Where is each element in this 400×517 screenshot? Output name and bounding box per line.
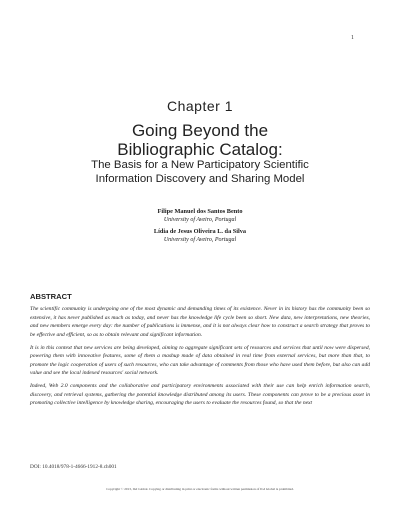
author-block xyxy=(0,228,400,244)
chapter-title-line-1: Going Beyond the xyxy=(131,121,269,140)
chapter-subtitle xyxy=(0,158,400,186)
author-affiliation: University of Aveiro, Portugal xyxy=(163,217,237,223)
doi: DOI: 10.4018/978-1-4666-1912-8.ch001 xyxy=(30,464,117,470)
author-name: Lídia de Jesus Oliveira L. da Silva xyxy=(153,228,247,235)
abstract-heading: ABSTRACT xyxy=(30,292,72,301)
abstract-paragraph: It is in this context that new services are being developed, aiming to aggregate significant sets of resources and services that until now were dispersed, powering them with innovative features, some of them a mashup made of data obtained in real time from external services, but more than that, to promote the logic cooperation of users of such resources, who can take advantage of comments from those who have used them before, but also can add value and see the local indexed resources' social network. xyxy=(30,344,370,377)
abstract-body xyxy=(30,305,370,412)
chapter-subtitle-line-2: Information Discovery and Sharing Model xyxy=(95,173,305,185)
chapter-subtitle-line-1: The Basis for a New Participatory Scientific xyxy=(91,159,309,171)
chapter-label: Chapter 1 xyxy=(167,98,233,114)
page-number: 1 xyxy=(351,35,354,41)
abstract-paragraph: Indeed, Web 2.0 components and the collaborative and participatory environments associated with their use can help enrich information search, discovery, and retrieval systems, gathering the potential knowledge distributed among its users. These components can prove to be a precious asset in promoting collective intelligence by knowledge sharing, encouraging the users to evaluate the resources found, so that the next xyxy=(30,383,370,407)
abstract-paragraph: The scientific community is undergoing one of the most dynamic and demanding times of its existence. Never in its history has the community been so extensive, it has never published as much as today, and never has the knowledge life cycle been so short. New data, new interpretations, new theories, and new members emerge every day: the number of publications is immense, and it is not always clear how to construct a search strategy that proves to be effective and efficient, so as to obtain relevant and significant information. xyxy=(30,306,370,338)
chapter-title xyxy=(0,121,400,159)
author-affiliation: University of Aveiro, Portugal xyxy=(163,237,237,243)
author-name: Filipe Manuel dos Santos Bento xyxy=(157,208,243,215)
copyright-notice: Copyright © 2013, IGI Global. Copying or distributing in print or electronic forms without written permission of IGI Global is prohibited. xyxy=(106,487,294,491)
author-block xyxy=(0,208,400,224)
chapter-title-line-2: Bibliographic Catalog: xyxy=(117,140,283,159)
